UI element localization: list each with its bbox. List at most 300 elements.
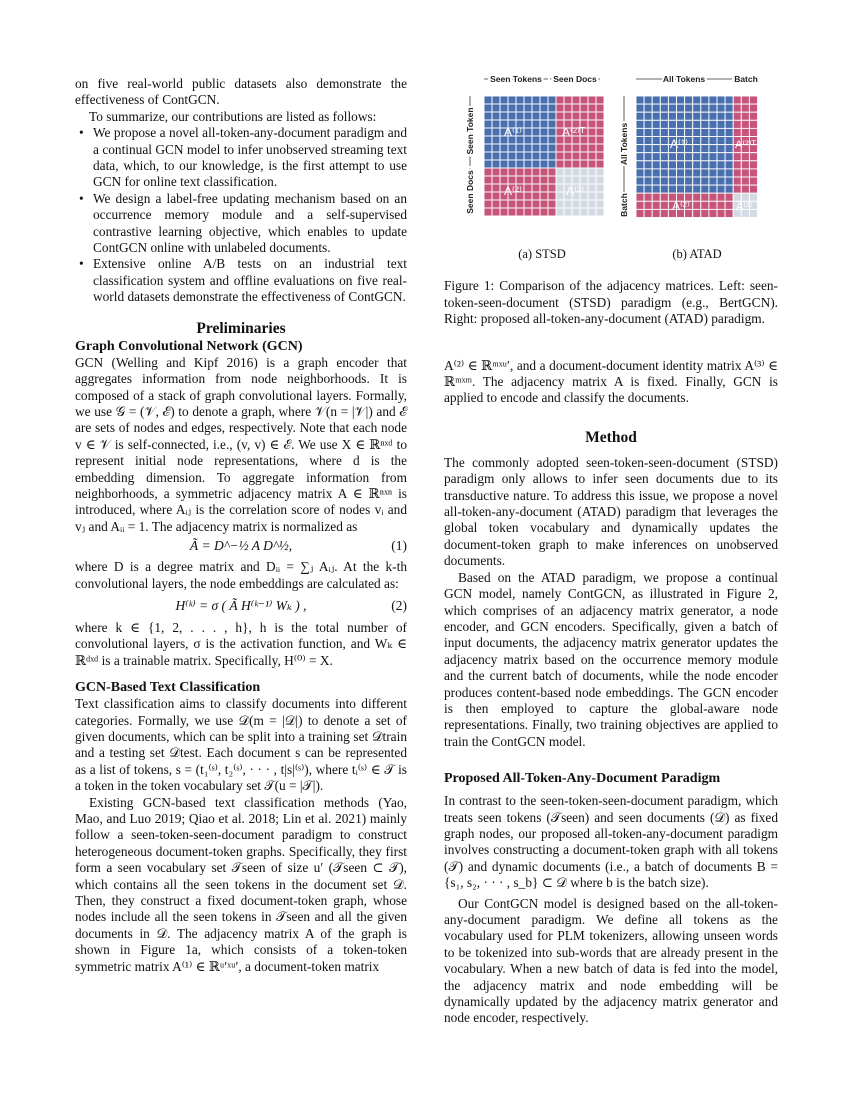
atad-matrix-cell — [693, 201, 701, 209]
equation-2-body: H⁽ᵏ⁾ = σ ( Ã H⁽ᵏ⁻¹⁾ Wₖ ) , — [175, 597, 307, 613]
atad-matrix-cell — [749, 120, 757, 128]
stsd-matrix-cell — [524, 152, 532, 160]
figure-1-caption: Figure 1: Comparison of the adjacency matrices. Left: seen-token-seen-document (STSD) paradigm (e.g., BertGCN). Right: proposed all-token-any-document (ATAD) paradigm. — [444, 278, 778, 327]
stsd-matrix-cell — [548, 200, 556, 208]
stsd-matrix-cell — [516, 104, 524, 112]
stsd-matrix-cell — [588, 200, 596, 208]
atad-label-a2: A⁽²⁾ — [672, 199, 690, 213]
stsd-matrix-cell — [516, 144, 524, 152]
stsd-matrix-grid — [484, 96, 604, 216]
stsd-matrix-cell — [548, 112, 556, 120]
atad-matrix-cell — [636, 201, 644, 209]
equation-2 — [75, 592, 407, 620]
stsd-matrix-cell — [532, 160, 540, 168]
contribution-list — [75, 125, 407, 305]
atad-matrix-cell — [693, 112, 701, 120]
atad-matrix-cell — [701, 96, 709, 104]
atad-matrix-cell — [677, 112, 685, 120]
stsd-matrix-cell — [532, 168, 540, 176]
atad-matrix-cell — [749, 161, 757, 169]
stsd-matrix-cell — [500, 168, 508, 176]
existing-methods-paragraph: Existing GCN-based text classification methods (Yao, Mao, and Luo 2019; Qiao et al. 2018; Lin et al. 2021) mainly follow a seen-token-seen-document paradigm to construct heterogeneous document-token graphs. Specifically, they first form a seen vocabulary set 𝒯seen of size u′ (𝒯seen ⊂ 𝒯), which contains all the seen tokens in the document set 𝒟. Then, they construct a fixed document-token graph, whose nodes include all the seen tokens in 𝒯seen and all the given documents in 𝒟. The adjacency matrix A of the graph is shown in Figure 1a, which consists of a token-token symmetric matrix A⁽¹⁾ ∈ ℝᵘ′ˣᵘ′, a document-token matrix — [75, 794, 407, 974]
stsd-matrix-cell — [556, 208, 564, 216]
stsd-matrix-cell — [492, 208, 500, 216]
stsd-top-left-label: Seen Tokens — [490, 74, 542, 84]
atad-matrix-cell — [741, 161, 749, 169]
atad-matrix-cell — [660, 145, 668, 153]
stsd-matrix-cell — [564, 104, 572, 112]
atad-matrix-cell — [660, 137, 668, 145]
subsection-heading-text-classification: GCN-Based Text Classification — [75, 680, 261, 696]
stsd-matrix-cell — [572, 160, 580, 168]
stsd-matrix-cell — [516, 152, 524, 160]
stsd-matrix-cell — [524, 176, 532, 184]
atad-matrix-cell — [644, 185, 652, 193]
stsd-matrix-cell — [492, 152, 500, 160]
stsd-matrix-cell — [588, 184, 596, 192]
stsd-matrix-cell — [540, 192, 548, 200]
stsd-matrix-cell — [500, 200, 508, 208]
atad-matrix-cell — [717, 120, 725, 128]
atad-matrix-cell — [717, 193, 725, 201]
atad-matrix-cell — [668, 177, 676, 185]
stsd-matrix-cell — [588, 112, 596, 120]
stsd-matrix-cell — [596, 128, 604, 136]
atad-matrix-cell — [693, 120, 701, 128]
atad-matrix-cell — [725, 96, 733, 104]
atad-matrix-cell — [733, 120, 741, 128]
left-column — [75, 76, 407, 975]
atad-matrix-cell — [741, 112, 749, 120]
stsd-matrix-cell — [580, 160, 588, 168]
stsd-matrix-cell — [556, 192, 564, 200]
stsd-matrix-cell — [516, 160, 524, 168]
stsd-matrix-cell — [548, 136, 556, 144]
atad-matrix-cell — [636, 120, 644, 128]
stsd-matrix-cell — [556, 200, 564, 208]
atad-matrix-cell — [725, 145, 733, 153]
stsd-matrix-cell — [492, 184, 500, 192]
atad-matrix-cell — [701, 177, 709, 185]
eq2-followup-paragraph: where k ∈ {1, 2, . . . , h}, h is the total number of convolutional layers, σ is the activation function, and Wₖ ∈ ℝᵈˣᵈ is a trainable matrix. Specifically, H⁽⁰⁾ = X. — [75, 619, 407, 668]
stsd-matrix-cell — [548, 184, 556, 192]
stsd-matrix-cell — [596, 152, 604, 160]
stsd-matrix-cell — [580, 112, 588, 120]
atad-matrix-cell — [733, 161, 741, 169]
method-paragraph-1: The commonly adopted seen-token-seen-document (STSD) paradigm only allows to infer seen documents due to its transductive nature. To address this issue, we propose a novel all-token-any-document (ATAD) paradigm that leverages the global token vocabulary and dynamically updates the document-token graph to make inferences on unobserved documents. — [444, 454, 778, 569]
atad-matrix-cell — [660, 209, 668, 217]
stsd-matrix-cell — [588, 168, 596, 176]
subsection-heading-gcn: Graph Convolutional Network (GCN) — [75, 338, 303, 354]
stsd-matrix-cell — [508, 144, 516, 152]
stsd-matrix-cell — [484, 176, 492, 184]
stsd-matrix-cell — [484, 160, 492, 168]
atad-matrix-cell — [644, 153, 652, 161]
eq1-followup-paragraph: where D is a degree matrix and Dᵢᵢ = ∑ⱼ Aᵢⱼ. At the k-th convolutional layers, the node embeddings are calculated as: — [75, 559, 407, 591]
atad-matrix-cell — [709, 161, 717, 169]
stsd-matrix-cell — [580, 208, 588, 216]
atad-matrix-cell — [660, 177, 668, 185]
stsd-matrix-cell — [596, 144, 604, 152]
atad-matrix-cell — [717, 128, 725, 136]
atad-matrix-cell — [644, 161, 652, 169]
stsd-matrix-cell — [532, 144, 540, 152]
stsd-matrix-cell — [492, 120, 500, 128]
stsd-matrix-cell — [596, 168, 604, 176]
stsd-matrix-cell — [540, 208, 548, 216]
atad-matrix-cell — [652, 145, 660, 153]
contribution-item: • Extensive online A/B tests on an industrial text classification system and offline evaluations on five real-world datasets demonstrate the effectiveness of ContGCN. — [75, 256, 407, 305]
atad-matrix-cell — [741, 128, 749, 136]
stsd-matrix-cell — [572, 176, 580, 184]
stsd-matrix-cell — [596, 160, 604, 168]
atad-matrix-cell — [749, 112, 757, 120]
atad-matrix-cell — [693, 128, 701, 136]
stsd-matrix-cell — [524, 128, 532, 136]
atad-matrix-cell — [709, 153, 717, 161]
atad-matrix-cell — [701, 128, 709, 136]
stsd-matrix-cell — [564, 96, 572, 104]
stsd-matrix-cell — [580, 168, 588, 176]
atad-matrix-cell — [733, 177, 741, 185]
stsd-top-right-label: Seen Docs — [553, 74, 597, 84]
stsd-matrix-cell — [556, 96, 564, 104]
method-paragraph-2: Based on the ATAD paradigm, we propose a continual GCN model, namely ContGCN, as illustrated in Figure 2, which comprises of an adjacency matrix generator, a node encoder, and GCN encoders. Specifically, given a batch of input documents, the adjacency matrix generator updates the adjacency matrix based on the occurrence memory module and the current batch of documents, while the node encoder produces content-based node embeddings. The GCN encoder is then employed to capture the global-aware node representations. Finally, two training objectives are applied to train the ContGCN model. — [444, 569, 778, 749]
stsd-matrix-cell — [516, 96, 524, 104]
atad-matrix-cell — [701, 112, 709, 120]
stsd-matrix-cell — [580, 152, 588, 160]
atad-matrix-cell — [701, 201, 709, 209]
atad-matrix-cell — [644, 145, 652, 153]
atad-matrix-cell — [636, 112, 644, 120]
atad-matrix-cell — [636, 193, 644, 201]
atad-matrix-cell — [693, 104, 701, 112]
atad-matrix-cell — [749, 104, 757, 112]
stsd-matrix-cell — [548, 104, 556, 112]
stsd-matrix-cell — [548, 96, 556, 104]
atad-matrix-cell — [709, 201, 717, 209]
stsd-matrix-cell — [588, 144, 596, 152]
stsd-matrix-cell — [540, 120, 548, 128]
stsd-matrix-cell — [508, 168, 516, 176]
stsd-label-a3: A⁽³⁾ — [566, 184, 584, 198]
stsd-matrix-cell — [572, 208, 580, 216]
atad-matrix-cell — [701, 193, 709, 201]
right-column — [444, 70, 778, 1027]
stsd-matrix-cell — [532, 192, 540, 200]
atad-matrix-cell — [717, 177, 725, 185]
continuation-paragraph: A⁽²⁾ ∈ ℝᵐˣᵘ′, and a document-document identity matrix A⁽³⁾ ∈ ℝᵐˣᵐ. The adjacency matrix A is fixed. Finally, GCN is applied to encode and classify the documents. — [444, 357, 778, 406]
atad-matrix-cell — [717, 185, 725, 193]
atad-matrix-cell — [693, 169, 701, 177]
stsd-matrix-cell — [532, 104, 540, 112]
atad-matrix-cell — [660, 153, 668, 161]
stsd-matrix-cell — [564, 200, 572, 208]
stsd-matrix-cell — [596, 96, 604, 104]
stsd-matrix-cell — [548, 168, 556, 176]
atad-matrix-cell — [636, 128, 644, 136]
atad-label-a3: A⁽³⁾ — [736, 201, 753, 213]
atad-matrix-cell — [741, 104, 749, 112]
equation-1 — [75, 535, 407, 559]
atad-matrix-cell — [685, 161, 693, 169]
stsd-matrix-cell — [524, 144, 532, 152]
stsd-matrix-cell — [588, 120, 596, 128]
atad-matrix-cell — [660, 112, 668, 120]
atad-matrix-cell — [725, 112, 733, 120]
atad-matrix-cell — [693, 209, 701, 217]
stsd-matrix-cell — [556, 176, 564, 184]
atad-matrix-cell — [660, 128, 668, 136]
atad-matrix-cell — [733, 153, 741, 161]
atad-matrix-cell — [701, 209, 709, 217]
stsd-matrix-cell — [588, 96, 596, 104]
atad-matrix-cell — [709, 185, 717, 193]
atad-matrix-cell — [677, 169, 685, 177]
atad-matrix-cell — [644, 96, 652, 104]
atad-matrix-cell — [677, 153, 685, 161]
stsd-matrix-cell — [580, 96, 588, 104]
stsd-matrix-cell — [596, 120, 604, 128]
stsd-matrix-cell — [596, 208, 604, 216]
atad-top-right-label: Batch — [734, 74, 758, 84]
stsd-matrix-cell — [556, 168, 564, 176]
stsd-matrix-cell — [588, 208, 596, 216]
stsd-matrix-cell — [532, 208, 540, 216]
atad-matrix-cell — [644, 193, 652, 201]
atad-matrix-cell — [660, 96, 668, 104]
atad-matrix-cell — [652, 209, 660, 217]
atad-matrix-cell — [644, 120, 652, 128]
stsd-matrix-cell — [580, 176, 588, 184]
stsd-matrix-cell — [588, 136, 596, 144]
stsd-matrix-cell — [548, 176, 556, 184]
stsd-matrix-cell — [532, 152, 540, 160]
atad-matrix-cell — [636, 96, 644, 104]
stsd-matrix-cell — [532, 200, 540, 208]
subfigure-label-atad: (b) ATAD — [672, 247, 722, 262]
stsd-matrix-cell — [540, 200, 548, 208]
stsd-matrix-cell — [492, 128, 500, 136]
stsd-matrix-cell — [508, 96, 516, 104]
atad-matrix-cell — [693, 96, 701, 104]
atad-matrix-cell — [717, 153, 725, 161]
stsd-matrix-cell — [508, 200, 516, 208]
atad-matrix-cell — [636, 209, 644, 217]
stsd-matrix-cell — [524, 136, 532, 144]
atad-matrix-cell — [685, 185, 693, 193]
atad-matrix-cell — [636, 177, 644, 185]
atad-matrix-cell — [725, 104, 733, 112]
stsd-matrix-cell — [540, 136, 548, 144]
stsd-matrix-cell — [540, 112, 548, 120]
atad-matrix-cell — [709, 193, 717, 201]
atad-matrix-cell — [725, 209, 733, 217]
atad-matrix-cell — [717, 161, 725, 169]
atad-matrix-cell — [733, 185, 741, 193]
stsd-matrix-cell — [572, 152, 580, 160]
stsd-matrix-cell — [524, 160, 532, 168]
atad-matrix-cell — [701, 161, 709, 169]
stsd-side-top-label: Seen Token — [465, 107, 475, 155]
section-heading-preliminaries: Preliminaries — [196, 319, 286, 337]
stsd-matrix-cell — [492, 168, 500, 176]
stsd-matrix-cell — [500, 176, 508, 184]
atad-matrix-cell — [652, 137, 660, 145]
stsd-label-a1: A⁽¹⁾ — [504, 125, 522, 139]
stsd-matrix-cell — [524, 192, 532, 200]
stsd-matrix-cell — [540, 128, 548, 136]
stsd-matrix-cell — [500, 208, 508, 216]
stsd-matrix-cell — [492, 200, 500, 208]
atad-matrix-cell — [725, 177, 733, 185]
stsd-matrix-cell — [596, 104, 604, 112]
atad-matrix-cell — [636, 153, 644, 161]
stsd-matrix-cell — [588, 192, 596, 200]
stsd-matrix-cell — [556, 112, 564, 120]
stsd-matrix-cell — [548, 152, 556, 160]
atad-matrix-cell — [709, 169, 717, 177]
atad-matrix-cell — [701, 153, 709, 161]
stsd-matrix-cell — [516, 112, 524, 120]
stsd-matrix-cell — [532, 128, 540, 136]
atad-matrix-cell — [693, 145, 701, 153]
atad-matrix-cell — [636, 145, 644, 153]
atad-matrix-cell — [749, 177, 757, 185]
stsd-matrix-cell — [572, 200, 580, 208]
atad-matrix-cell — [660, 104, 668, 112]
atad-matrix-cell — [652, 177, 660, 185]
stsd-matrix-cell — [492, 144, 500, 152]
atad-matrix-cell — [741, 177, 749, 185]
stsd-matrix-cell — [548, 144, 556, 152]
atad-matrix-cell — [701, 145, 709, 153]
atad-matrix-cell — [749, 185, 757, 193]
atad-matrix-cell — [652, 169, 660, 177]
atad-matrix-cell — [652, 193, 660, 201]
atad-matrix-cell — [741, 169, 749, 177]
stsd-matrix-cell — [500, 160, 508, 168]
atad-matrix-cell — [668, 128, 676, 136]
stsd-matrix-cell — [492, 136, 500, 144]
atad-matrix-cell — [660, 193, 668, 201]
stsd-matrix-cell — [484, 120, 492, 128]
stsd-matrix-cell — [492, 160, 500, 168]
stsd-matrix-cell — [484, 136, 492, 144]
atad-matrix-cell — [652, 161, 660, 169]
atad-matrix-cell — [701, 185, 709, 193]
stsd-matrix-cell — [524, 184, 532, 192]
atad-matrix-cell — [660, 120, 668, 128]
stsd-label-a2: A⁽²⁾ — [504, 184, 522, 198]
stsd-matrix-cell — [572, 104, 580, 112]
atad-matrix-cell — [709, 112, 717, 120]
stsd-matrix-cell — [500, 112, 508, 120]
atad-matrix-cell — [644, 177, 652, 185]
atad-matrix-cell — [660, 201, 668, 209]
atad-matrix-cell — [636, 137, 644, 145]
stsd-matrix-cell — [596, 184, 604, 192]
stsd-matrix-cell — [556, 104, 564, 112]
atad-matrix-cell — [725, 185, 733, 193]
atad-matrix-cell — [644, 209, 652, 217]
stsd-matrix-cell — [508, 104, 516, 112]
stsd-matrix-cell — [484, 144, 492, 152]
atad-matrix-cell — [749, 169, 757, 177]
atad-matrix-cell — [733, 112, 741, 120]
stsd-matrix-cell — [524, 112, 532, 120]
atad-matrix-cell — [749, 153, 757, 161]
atad-matrix-cell — [652, 96, 660, 104]
atad-matrix-cell — [749, 128, 757, 136]
atad-matrix-cell — [693, 185, 701, 193]
atad-matrix-cell — [733, 96, 741, 104]
atad-matrix-cell — [701, 169, 709, 177]
stsd-matrix-cell — [484, 200, 492, 208]
atad-matrix-cell — [685, 96, 693, 104]
stsd-matrix-cell — [484, 208, 492, 216]
stsd-matrix-cell — [500, 104, 508, 112]
atad-matrix-cell — [701, 137, 709, 145]
atad-matrix-cell — [701, 120, 709, 128]
atad-matrix-cell — [749, 96, 757, 104]
stsd-matrix-cell — [564, 144, 572, 152]
atad-paragraph-2: Our ContGCN model is designed based on the all-token-any-document paradigm. We define all tokens as the vocabulary used for PLM tokenizers, allowing unseen words to be tokenized into sub-words that are already present in the vocabulary. When a new batch of data is fed into the model, the adjacency matrix and node embedding will be dynamically updated by the adjacency matrix generator and node encoder, respectively. — [444, 895, 778, 1026]
stsd-matrix-cell — [492, 112, 500, 120]
stsd-matrix-cell — [548, 192, 556, 200]
stsd-matrix-cell — [556, 184, 564, 192]
stsd-matrix-cell — [492, 192, 500, 200]
atad-matrix-cell — [741, 153, 749, 161]
atad-matrix-cell — [652, 128, 660, 136]
atad-matrix-cell — [741, 120, 749, 128]
atad-matrix-cell — [685, 177, 693, 185]
contribution-item: • We design a label-free updating mechanism based on an occurrence memory module and a self-supervised contrastive learning objective, which enables to update ContGCN online with unlabeled documents. — [75, 191, 407, 257]
stsd-matrix-cell — [532, 112, 540, 120]
stsd-matrix-cell — [596, 112, 604, 120]
stsd-matrix-cell — [564, 160, 572, 168]
atad-matrix-cell — [701, 104, 709, 112]
atad-matrix-cell — [733, 128, 741, 136]
stsd-matrix-cell — [492, 176, 500, 184]
atad-label-a1: A⁽¹⁾ — [670, 137, 688, 151]
atad-side-top-label: All Tokens — [619, 122, 629, 166]
atad-matrix-cell — [677, 104, 685, 112]
equation-1-body: Ã = D^−½ A D^½, — [189, 538, 293, 554]
atad-matrix-cell — [717, 137, 725, 145]
stsd-matrix-cell — [564, 208, 572, 216]
atad-matrix-cell — [652, 185, 660, 193]
stsd-matrix-cell — [580, 200, 588, 208]
stsd-matrix-cell — [500, 144, 508, 152]
atad-matrix-cell — [677, 96, 685, 104]
atad-side-bottom-label: Batch — [619, 193, 629, 217]
atad-matrix-cell — [685, 104, 693, 112]
stsd-matrix-cell — [532, 184, 540, 192]
stsd-matrix-cell — [588, 176, 596, 184]
stsd-matrix-cell — [484, 184, 492, 192]
atad-matrix-cell — [725, 193, 733, 201]
atad-matrix-cell — [709, 177, 717, 185]
atad-matrix-cell — [685, 120, 693, 128]
atad-matrix-cell — [685, 112, 693, 120]
stsd-matrix-cell — [596, 192, 604, 200]
stsd-matrix-cell — [532, 120, 540, 128]
stsd-matrix-cell — [484, 152, 492, 160]
stsd-matrix-cell — [540, 176, 548, 184]
stsd-label-a2t: A⁽²⁾ᵀ — [562, 125, 586, 139]
stsd-matrix-cell — [484, 104, 492, 112]
